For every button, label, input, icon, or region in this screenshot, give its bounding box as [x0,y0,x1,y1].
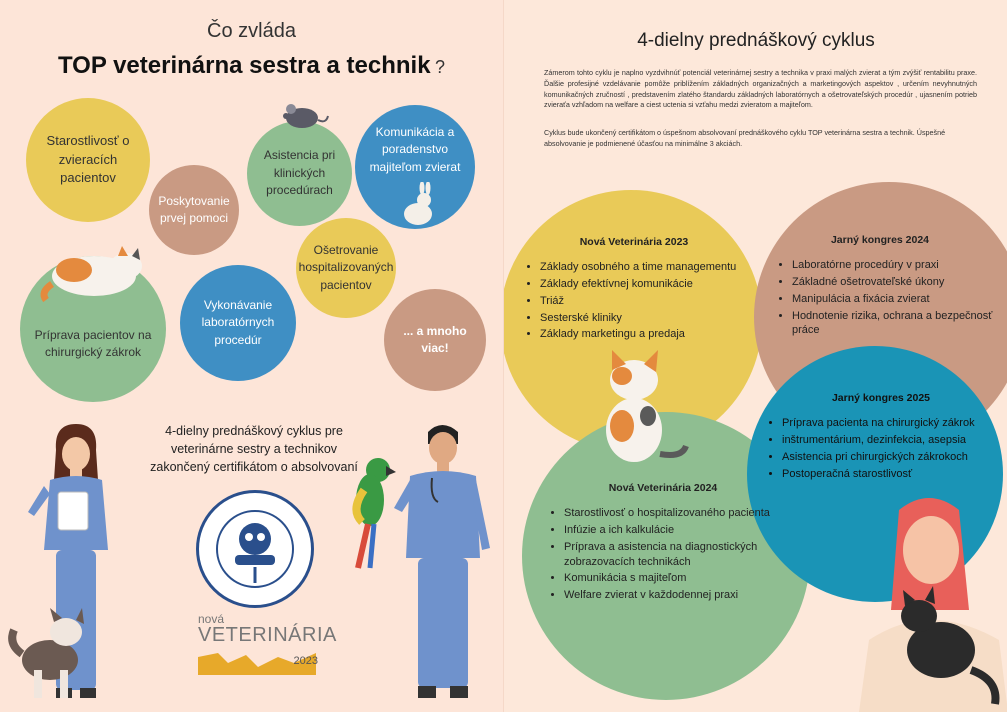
nv2024-list [548,506,778,603]
circle-communication-label: Komunikácia a poradenstvo majiteľom zvierat [369,124,461,174]
circle-lab [180,265,296,381]
left-page [0,0,503,712]
circle-first-aid [149,165,239,255]
dog-illustration [4,604,94,704]
list-item: • Infúzie a ich kalkulácie [564,523,778,538]
male-vet-illustration [392,418,492,708]
list-item: • Základy marketingu a predaja [540,327,744,342]
woman-with-cat-illustration [849,490,1007,712]
certificate-paragraph: Cyklus bude ukončený certifikátom o úspešnom absolvovaní prednáškového cyklu TOP veterinárna sestra a technik. Úspešné absolvovanie je podmienené účasťou na minimálne 3 akciách. [544,128,946,148]
circle-care-label: Starostlivosť o zvieracích pacientov [46,132,130,186]
circle-more-label: ... a mnoho viac! [403,323,467,355]
circle-care [26,98,150,222]
list-item: • Starostlivosť o hospitalizovaného pacienta [564,506,778,521]
mouse-icon [276,98,330,132]
nv-logo-year: 2023 [293,655,318,667]
circle-hospitalized-label: Ošetrovanie hospitalizovaných pacientov [298,242,394,292]
jk2025-list [766,416,996,481]
list-item: • Welfare zvierat v každodennej praxi [564,588,778,603]
jk2025-title: Jarný kongres 2025 [831,392,931,404]
rabbit-icon [396,182,442,228]
list-item: • Hodnotenie rizika, ochrana a bezpečnosť práce [792,309,1004,339]
circle-assist [247,121,352,226]
list-item: • inštrumentárium, dezinfekcia, asepsia [782,433,996,448]
nv2024-block [548,482,778,605]
header-line2: TOP veterinárna sestra a technik [57,52,431,79]
circle-assist-label: Asistencia pri klinických procedúrach [263,148,336,198]
page-title [0,52,503,80]
circle-first-aid-label: Poskytovanie prvej pomoci [158,193,230,225]
nv2023-block [524,236,744,344]
list-item: • Príprava pacienta na chirurgický zákrok [782,416,996,431]
header-line1: Čo zvláda [207,20,296,42]
intro-paragraph: Zámerom tohto cyklu je naplno vyzdvihnúť potenciál veterinárnej sestry a technika v praxi malých zvierat a tým zvýšiť rentabilitu praxe. Ďalšie profesijné vzdelávanie pomôže priblížením základných organizačných a marketingových aspektov , určením nevyhnutných komunikačných zručností , predstavením zlatého štandardu základných laboratórnych a ošetrovateľských procedúr , ujasnením potrieb zvieraťa vzhľadom na welfare a ciest uctenia si vzťahu medzi zvieratom a majiteľom. [544,68,977,110]
jk2024-list [776,258,1004,338]
nv-logo-main: VETERINÁRIA [198,624,337,646]
cycle-description: 4-dielny prednáškový cyklus pre veterinárne sestry a technikov zakončený certifikátom o absolvovaní [150,424,358,475]
sleeping-cat-icon [36,236,154,304]
list-item: • Laboratórne procedúry v praxi [792,258,1004,273]
list-item: • Manipulácia a fixácia zvierat [792,292,1004,307]
list-item: • Základy osobného a time managementu [540,260,744,275]
circle-more [384,289,486,391]
right-title: 4-dielny prednáškový cyklus [637,30,875,51]
circle-hospitalized [296,218,396,318]
list-item: • Postoperačná starostlivosť [782,467,996,482]
header-question-mark: ? [435,57,446,77]
list-item: • Príprava a asistencia na diagnostických zobrazovacích technikách [564,540,778,570]
sitting-cat-illustration [582,346,692,466]
circle-lab-label: Vykonávanie laboratórnych procedúr [201,297,275,347]
list-item: • Triáž [540,294,744,309]
list-item: • Základné ošetrovateľské úkony [792,275,1004,290]
list-item: • Sesterské kliniky [540,311,744,326]
nv-logo-top: nová [198,612,225,626]
right-page [503,0,1007,712]
list-item: • Základy efektívnej komunikácie [540,277,744,292]
nv2023-list [524,260,744,342]
nova-veterinaria-logo [198,612,337,675]
list-item: • Asistencia pri chirurgických zákrokoch [782,450,996,465]
jk2024-block [776,234,1004,340]
list-item: • Komunikácia s majiteľom [564,571,778,586]
jk2025-block [766,392,996,483]
nv2023-title: Nová Veterinária 2023 [579,236,689,248]
jk2024-title: Jarný kongres 2024 [830,234,930,246]
circle-surgery-prep-label: Príprava pacientov na chirurgický zákrok [34,327,152,359]
nv2024-title: Nová Veterinária 2024 [608,482,718,494]
